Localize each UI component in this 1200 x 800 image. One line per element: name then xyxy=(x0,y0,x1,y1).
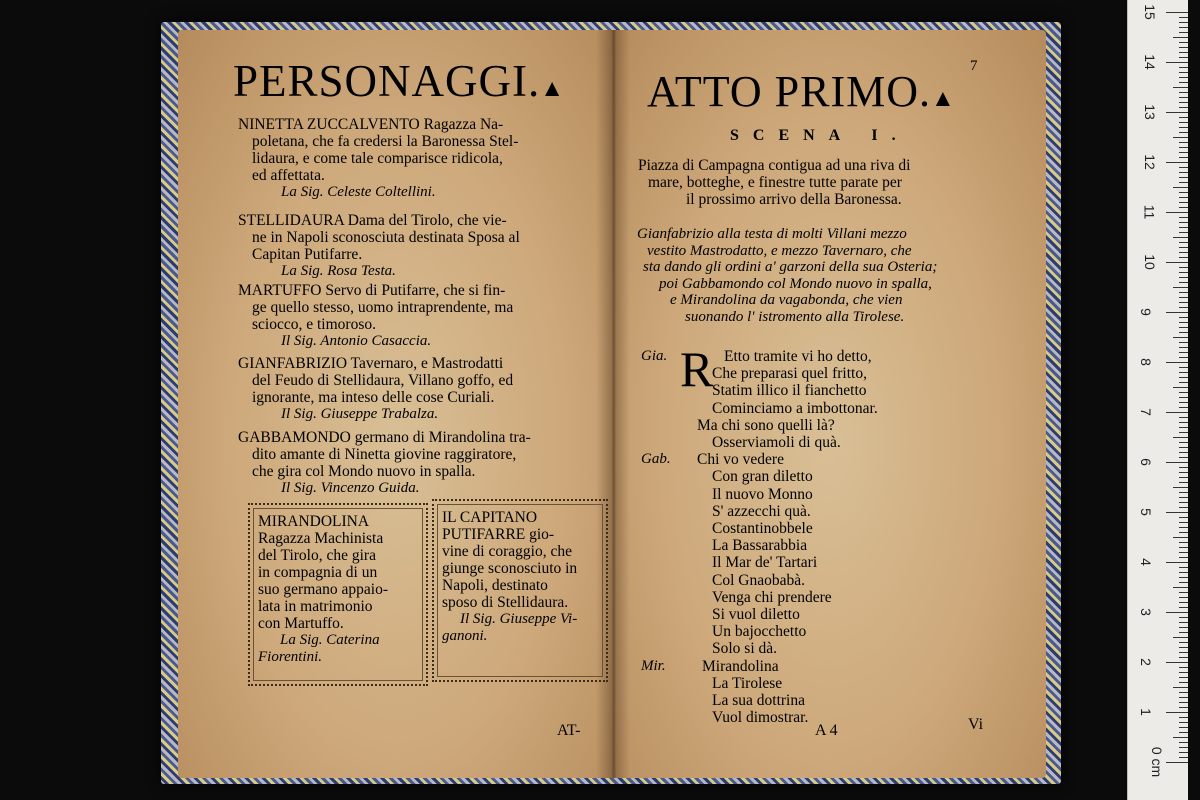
ruler-tick xyxy=(1179,517,1188,518)
ruler-tick xyxy=(1179,17,1188,18)
catchword-right: Vi xyxy=(968,716,984,733)
dialogue-line: Costantinobbele xyxy=(712,520,813,537)
ruler-label: 0 cm xyxy=(1149,746,1166,778)
ruler-tick xyxy=(1166,212,1188,213)
ruler-tick xyxy=(1179,447,1188,448)
cast-entry-actor: Il Sig. Vincenzo Guida. xyxy=(281,480,420,496)
ruler-tick xyxy=(1173,337,1188,338)
ruler-tick xyxy=(1173,87,1188,88)
cast-box-line: MIRANDOLINA xyxy=(258,513,370,530)
ruler-tick xyxy=(1179,72,1188,73)
cast-entry-line: che gira col Mondo nuovo in spalla. xyxy=(252,463,476,480)
cast-box-mirandolina xyxy=(248,503,428,686)
ruler-tick xyxy=(1179,632,1188,633)
dialogue-line: Cominciamo a imbottonar. xyxy=(712,399,878,417)
ruler-tick xyxy=(1179,642,1188,643)
page-title-personaggi xyxy=(233,55,565,107)
cast-box-actor: Il Sig. Giuseppe Vi- xyxy=(460,611,578,627)
stage-direction-line: e Mirandolina da vagabonda, che vien xyxy=(670,292,903,308)
ruler-tick xyxy=(1173,37,1188,38)
ruler-tick xyxy=(1179,82,1188,83)
cast-box-line: con Martuffo. xyxy=(258,615,344,632)
cast-box-actor: Fiorentini. xyxy=(258,649,323,665)
cast-box-putifarre xyxy=(432,499,608,682)
cast-box-line: suo germano appaio- xyxy=(258,581,388,598)
cast-box-line: vine di coraggio, che xyxy=(442,543,572,560)
ruler-tick xyxy=(1179,157,1188,158)
ruler-tick xyxy=(1173,687,1188,688)
stage-direction-line: Gianfabrizio alla testa di molti Villani mezzo xyxy=(637,226,907,242)
ruler-tick xyxy=(1179,177,1188,178)
ruler-tick xyxy=(1179,507,1188,508)
ruler-tick xyxy=(1179,252,1188,253)
ruler-tick xyxy=(1166,662,1188,663)
ruler-tick xyxy=(1179,532,1188,533)
speaker-label: Gab. xyxy=(641,451,671,468)
ruler-tick xyxy=(1166,62,1188,63)
ruler-tick xyxy=(1179,77,1188,78)
ruler-tick xyxy=(1179,92,1188,93)
ruler-tick xyxy=(1173,387,1188,388)
stage-direction-line: poi Gabbamondo col Mondo nuovo in spalla, xyxy=(659,275,932,292)
ruler-tick xyxy=(1173,487,1188,488)
ruler-tick xyxy=(1179,582,1188,583)
ruler-tick xyxy=(1179,492,1188,493)
ruler-tick xyxy=(1179,272,1188,273)
ruler-tick xyxy=(1179,222,1188,223)
ruler-tick xyxy=(1179,452,1188,453)
ruler-tick xyxy=(1179,607,1188,608)
ruler-tick xyxy=(1179,327,1188,328)
dialogue-line: Osserviamoli di quà. xyxy=(712,434,841,451)
ruler-tick xyxy=(1166,462,1188,463)
ruler-tick xyxy=(1179,107,1188,108)
ruler-tick xyxy=(1179,52,1188,53)
speaker-label: Gia. xyxy=(641,348,668,364)
ruler-tick xyxy=(1179,422,1188,423)
ruler-tick xyxy=(1179,592,1188,593)
signature-mark: A 4 xyxy=(815,722,838,739)
ruler-tick xyxy=(1179,697,1188,698)
ruler-tick xyxy=(1179,322,1188,323)
ruler-tick xyxy=(1179,557,1188,558)
ruler-tick xyxy=(1179,742,1188,743)
ruler-tick xyxy=(1179,747,1188,748)
dialogue-line: Venga chi prendere xyxy=(712,588,832,606)
cast-entry-line: NINETTA ZUCCALVENTO Ragazza Na- xyxy=(238,116,504,133)
cast-entry-line: del Feudo di Stellidaura, Villano goffo, ed xyxy=(252,372,514,389)
ruler-tick xyxy=(1179,282,1188,283)
ruler-tick xyxy=(1179,352,1188,353)
ruler-tick xyxy=(1179,122,1188,123)
ruler-tick xyxy=(1179,427,1188,428)
ruler-tick xyxy=(1179,57,1188,58)
ruler-tick xyxy=(1179,292,1188,293)
ruler-tick xyxy=(1166,612,1188,613)
ruler-tick xyxy=(1179,142,1188,143)
ruler-tick xyxy=(1179,102,1188,103)
ruler-tick xyxy=(1179,147,1188,148)
catchword-left: AT- xyxy=(557,722,581,739)
dialogue-line: Un bajocchetto xyxy=(712,623,807,641)
dialogue-line: Con gran diletto xyxy=(712,468,813,486)
ruler-tick xyxy=(1173,187,1188,188)
title-ornament: ▲ xyxy=(931,86,956,112)
ruler-tick xyxy=(1179,47,1188,48)
cast-entry-actor: La Sig. Celeste Coltellini. xyxy=(281,184,436,200)
dialogue-line: La Bassarabbia xyxy=(712,537,808,555)
ruler-tick xyxy=(1179,167,1188,168)
setting-line: Piazza di Campagna contigua ad una riva di xyxy=(638,157,911,174)
ruler-tick xyxy=(1179,567,1188,568)
ruler-tick xyxy=(1179,207,1188,208)
cast-box-line: IL CAPITANO xyxy=(442,509,538,526)
ruler-tick xyxy=(1179,442,1188,443)
dialogue-line: Col Gnaobabà. xyxy=(712,571,805,589)
cast-box-line: lata in matrimonio xyxy=(258,598,373,615)
ruler-tick xyxy=(1173,537,1188,538)
title-ornament: ▲ xyxy=(540,76,566,102)
ruler-tick xyxy=(1179,342,1188,343)
cast-box-line: giunge sconosciuto in xyxy=(442,560,578,577)
dialogue-line: S' azzecchi quà. xyxy=(712,502,811,520)
ruler-tick xyxy=(1179,192,1188,193)
dialogue-line: Chi vo vedere xyxy=(697,451,784,469)
ruler-label: 4 xyxy=(1137,558,1154,566)
cast-box-line: PUTIFARRE gio- xyxy=(442,526,555,543)
ruler-label: 5 xyxy=(1137,508,1154,516)
measuring-ruler xyxy=(1127,0,1188,800)
ruler-tick xyxy=(1166,112,1188,113)
ruler-tick xyxy=(1173,737,1188,738)
ruler-tick xyxy=(1179,717,1188,718)
drop-cap: R xyxy=(680,341,714,397)
ruler-tick xyxy=(1179,722,1188,723)
ruler-tick xyxy=(1179,597,1188,598)
ruler-tick xyxy=(1179,527,1188,528)
cast-box-line: Napoli, destinato xyxy=(442,577,548,594)
ruler-tick xyxy=(1179,502,1188,503)
ruler-tick xyxy=(1179,257,1188,258)
ruler-tick xyxy=(1179,357,1188,358)
ruler-label: 13 xyxy=(1141,104,1158,120)
ruler-tick xyxy=(1179,197,1188,198)
dialogue-line: Che preparasi quel fritto, xyxy=(712,365,867,383)
ruler-tick xyxy=(1179,297,1188,298)
cast-box-line: del Tirolo, che gira xyxy=(258,547,376,564)
ruler-tick xyxy=(1179,127,1188,128)
ruler-tick xyxy=(1166,312,1188,313)
dialogue-line: Etto tramite vi ho detto, xyxy=(724,348,872,365)
ruler-tick xyxy=(1179,117,1188,118)
ruler-tick xyxy=(1173,237,1188,238)
title-text: PERSONAGGI. xyxy=(233,56,541,106)
ruler-tick xyxy=(1179,432,1188,433)
ruler-tick xyxy=(1166,12,1188,13)
dialogue-line: Solo si dà. xyxy=(712,640,778,658)
ruler-tick xyxy=(1179,677,1188,678)
ruler-label: 7 xyxy=(1137,408,1154,416)
ruler-tick xyxy=(1179,392,1188,393)
speaker-label: Mir. xyxy=(641,657,666,674)
cast-entry-actor: Il Sig. Antonio Casaccia. xyxy=(281,333,432,349)
ruler-tick xyxy=(1166,512,1188,513)
ruler-tick xyxy=(1179,627,1188,628)
dialogue-line: Mirandolina xyxy=(702,657,779,675)
title-text: ATTO PRIMO. xyxy=(647,67,932,116)
ruler-tick xyxy=(1179,277,1188,278)
cast-entry-line: GIANFABRIZIO Tavernaro, e Mastrodatti xyxy=(238,355,504,372)
ruler-tick xyxy=(1166,762,1188,763)
ruler-tick xyxy=(1179,97,1188,98)
ruler-tick xyxy=(1179,647,1188,648)
ruler-tick xyxy=(1179,602,1188,603)
ruler-label: 15 xyxy=(1141,4,1158,20)
cast-box-line: Ragazza Machinista xyxy=(258,530,384,547)
dialogue-line: Si vuol diletto xyxy=(712,606,800,623)
stage-direction-line: suonando l' istromento alla Tirolese. xyxy=(685,308,905,325)
setting-line: il prossimo arrivo della Baronessa. xyxy=(686,191,902,208)
ruler-tick xyxy=(1179,682,1188,683)
ruler-tick xyxy=(1179,482,1188,483)
ruler-tick xyxy=(1179,617,1188,618)
dialogue-line: Statim illico il fianchetto xyxy=(712,382,867,400)
ruler-tick xyxy=(1166,162,1188,163)
ruler-tick xyxy=(1179,497,1188,498)
ruler-tick xyxy=(1179,547,1188,548)
cast-entry-line: ed affettata. xyxy=(252,167,325,184)
ruler-label: 9 xyxy=(1137,308,1154,316)
ruler-tick xyxy=(1179,477,1188,478)
ruler-tick xyxy=(1179,132,1188,133)
ruler-tick xyxy=(1179,42,1188,43)
ruler-tick xyxy=(1179,227,1188,228)
ruler-tick xyxy=(1179,242,1188,243)
cast-entry-line: STELLIDAURA Dama del Tirolo, che vie- xyxy=(238,212,507,229)
ruler-label: 6 xyxy=(1137,458,1154,466)
ruler-tick xyxy=(1179,217,1188,218)
ruler-tick xyxy=(1166,412,1188,413)
ruler-label: 12 xyxy=(1141,154,1158,170)
stage-direction-line: sta dando gli ordini a' garzoni della sua Osteria; xyxy=(643,259,938,275)
dialogue-line: Vuol dimostrar. xyxy=(712,709,809,727)
ruler-tick xyxy=(1179,347,1188,348)
ruler-tick xyxy=(1173,437,1188,438)
ruler-tick xyxy=(1179,702,1188,703)
ruler-tick xyxy=(1179,307,1188,308)
cast-entry-line: dito amante di Ninetta giovine raggiratore, xyxy=(252,446,517,463)
cast-box-line: sposo di Stellidaura. xyxy=(442,594,569,611)
cast-box-actor: La Sig. Caterina xyxy=(280,632,380,648)
stage-direction-line: vestito Mastrodatto, e mezzo Tavernaro, che xyxy=(647,242,912,259)
ruler-tick xyxy=(1166,262,1188,263)
ruler-tick xyxy=(1179,27,1188,28)
ruler-tick xyxy=(1179,552,1188,553)
ruler-tick xyxy=(1179,172,1188,173)
ruler-tick xyxy=(1179,652,1188,653)
ruler-tick xyxy=(1179,247,1188,248)
ruler-tick xyxy=(1166,362,1188,363)
ruler-tick xyxy=(1179,707,1188,708)
ruler-tick xyxy=(1179,202,1188,203)
ruler-tick xyxy=(1179,467,1188,468)
cast-entry-line: Capitan Putifarre. xyxy=(252,246,363,263)
ruler-tick xyxy=(1179,267,1188,268)
ruler-label: 2 xyxy=(1137,658,1154,666)
ruler-tick xyxy=(1179,407,1188,408)
ruler-tick xyxy=(1166,712,1188,713)
ruler-tick xyxy=(1179,317,1188,318)
ruler-label: 1 xyxy=(1137,708,1154,716)
act-title xyxy=(647,66,956,117)
ruler-tick xyxy=(1179,232,1188,233)
ruler-tick xyxy=(1179,417,1188,418)
ruler-tick xyxy=(1179,752,1188,753)
scene-heading: SCENA I. xyxy=(730,127,910,144)
ruler-tick xyxy=(1179,372,1188,373)
ruler-tick xyxy=(1179,182,1188,183)
ruler-tick xyxy=(1179,667,1188,668)
ruler-tick xyxy=(1179,382,1188,383)
ruler-tick xyxy=(1179,732,1188,733)
cast-entry-line: poletana, che fa credersi la Baronessa Stel- xyxy=(252,133,519,150)
cast-entry-line: GABBAMONDO germano di Mirandolina tra- xyxy=(238,429,531,446)
ruler-tick xyxy=(1179,657,1188,658)
dialogue-line: La sua dottrina xyxy=(712,692,805,709)
ruler-tick xyxy=(1179,672,1188,673)
ruler-tick xyxy=(1179,152,1188,153)
cast-entry-line: lidaura, e come tale comparisce ridicola, xyxy=(252,150,503,167)
cast-entry-line: ignorante, ma inteso delle cose Curiali. xyxy=(252,389,495,406)
cast-entry-actor: La Sig. Rosa Testa. xyxy=(281,263,396,279)
page-number: 7 xyxy=(970,58,978,74)
ruler-label: 14 xyxy=(1141,54,1158,70)
ruler-tick xyxy=(1179,692,1188,693)
ruler-tick xyxy=(1179,377,1188,378)
dialogue-line: Ma chi sono quelli là? xyxy=(697,416,835,434)
cast-entry-line: ge quello stesso, uomo intraprendente, ma xyxy=(252,299,514,316)
ruler-tick xyxy=(1179,302,1188,303)
ruler-tick xyxy=(1179,332,1188,333)
ruler-tick xyxy=(1179,367,1188,368)
ruler-tick xyxy=(1179,522,1188,523)
cast-entry-actor: Il Sig. Giuseppe Trabalza. xyxy=(281,406,439,422)
ruler-tick xyxy=(1179,472,1188,473)
ruler-tick xyxy=(1179,622,1188,623)
ruler-tick xyxy=(1179,577,1188,578)
ruler-tick xyxy=(1166,562,1188,563)
ruler-tick xyxy=(1179,457,1188,458)
setting-line: mare, botteghe, e finestre tutte parate per xyxy=(648,174,902,191)
cast-entry-line: MARTUFFO Servo di Putifarre, che si fin- xyxy=(238,282,506,299)
ruler-tick xyxy=(1179,402,1188,403)
cast-entry-line: ne in Napoli sconosciuta destinata Sposa al xyxy=(252,229,520,246)
ruler-tick xyxy=(1173,287,1188,288)
cast-box-line: in compagnia di un xyxy=(258,564,378,581)
cast-entry-line: sciocco, e timoroso. xyxy=(252,316,376,333)
ruler-label: 3 xyxy=(1137,608,1154,616)
dialogue-line: Il Mar de' Tartari xyxy=(712,554,818,572)
cast-box-actor: ganoni. xyxy=(442,628,488,644)
ruler-tick xyxy=(1173,637,1188,638)
ruler-tick xyxy=(1179,22,1188,23)
ruler-label: 8 xyxy=(1137,358,1154,366)
ruler-label: 11 xyxy=(1141,204,1158,220)
ruler-label: 10 xyxy=(1141,254,1158,270)
ruler-tick xyxy=(1179,397,1188,398)
ruler-tick xyxy=(1179,727,1188,728)
ruler-tick xyxy=(1179,572,1188,573)
ruler-tick xyxy=(1179,32,1188,33)
ruler-tick xyxy=(1179,67,1188,68)
dialogue-line: La Tirolese xyxy=(712,674,783,692)
ruler-tick xyxy=(1173,587,1188,588)
ruler-tick xyxy=(1173,137,1188,138)
ruler-tick xyxy=(1179,757,1188,758)
dialogue-line: Il nuovo Monno xyxy=(712,485,813,503)
ruler-tick xyxy=(1179,542,1188,543)
